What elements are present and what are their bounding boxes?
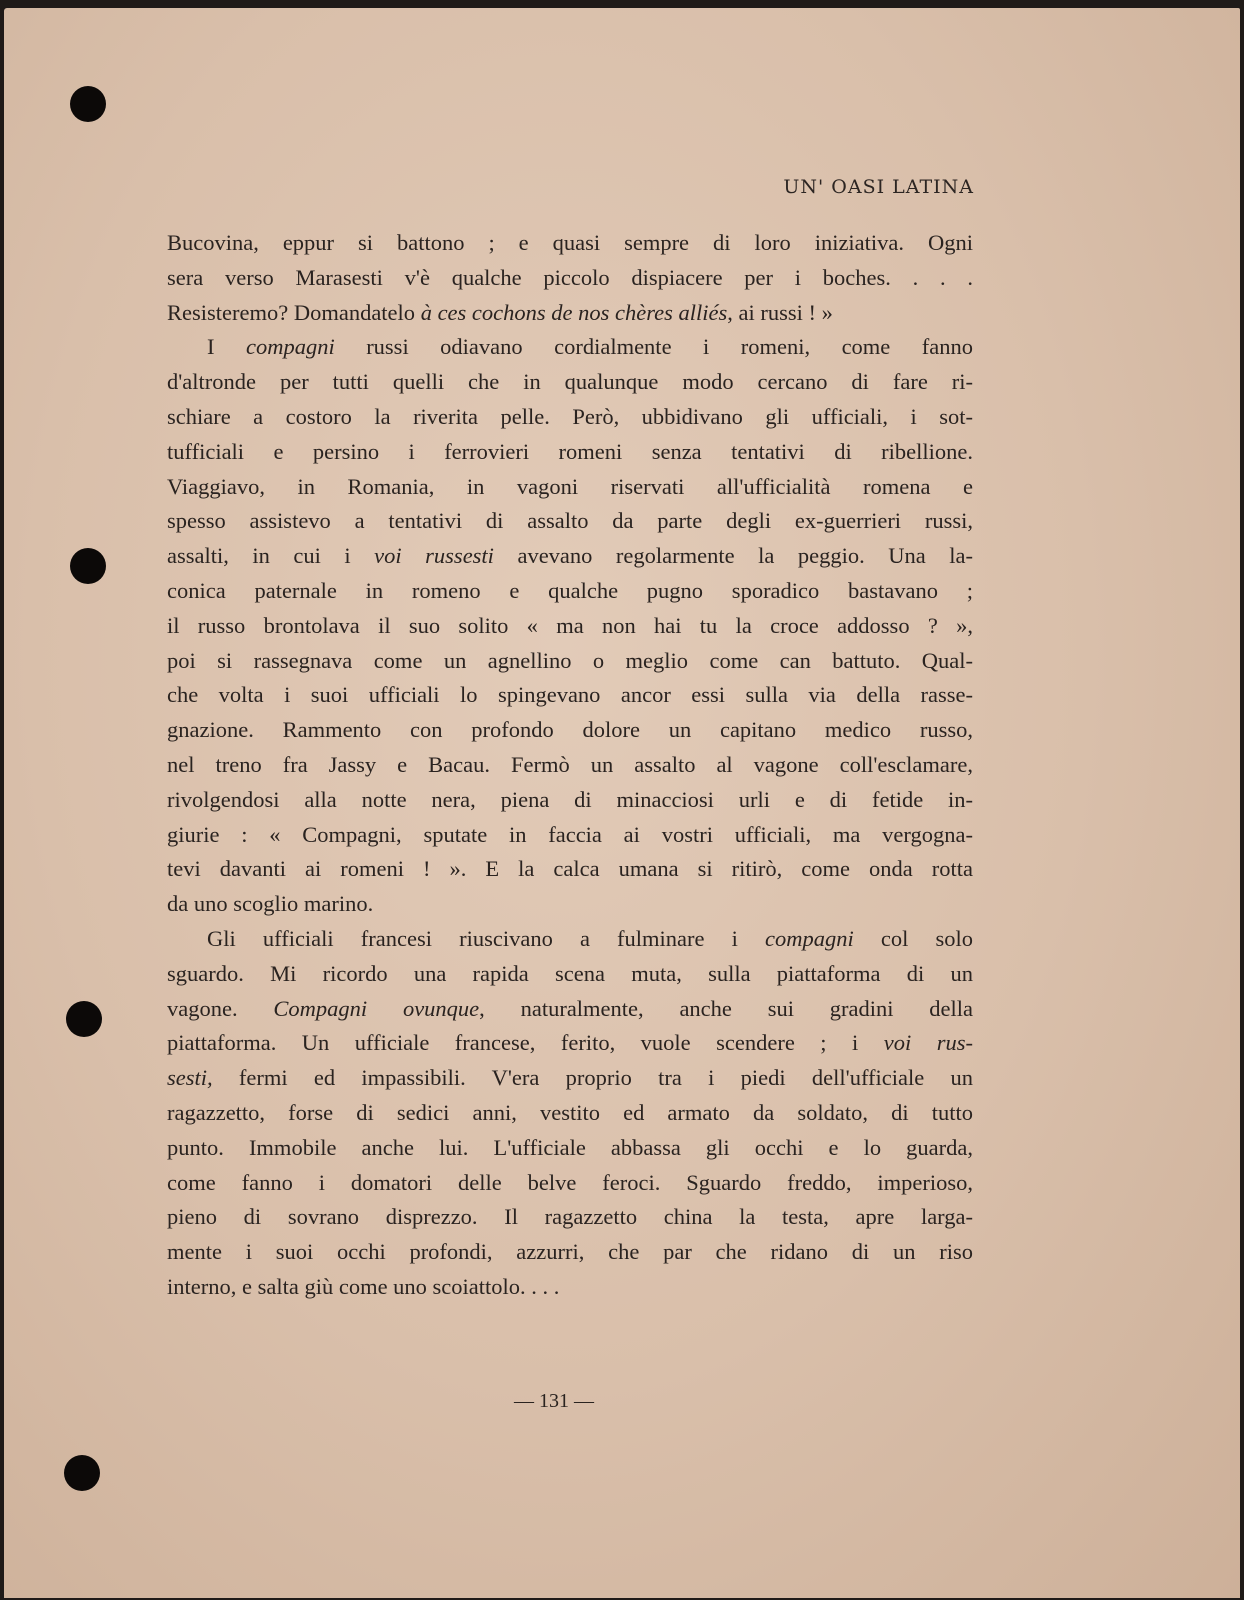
binder-hole	[70, 548, 106, 584]
text-line: Gli ufficiali francesi riuscivano a fulminare i compagni col solo	[207, 925, 973, 951]
running-head: UN' OASI LATINA	[783, 176, 974, 198]
text-line: sera verso Marasesti v'è qualche piccolo dispiacere per i boches. . . .	[167, 264, 973, 290]
text-line: conica paternale in romeno e qualche pugno sporadico bastavano ;	[167, 577, 973, 603]
text-line: poi si rassegnava come un agnellino o meglio come can battuto. Qual-	[167, 647, 973, 673]
text-line: giurie : « Compagni, sputate in faccia ai vostri ufficiali, ma vergogna-	[167, 821, 973, 847]
text-line: rivolgendosi alla notte nera, piena di minacciosi urli e di fetide in-	[167, 786, 973, 812]
text-line: che volta i suoi ufficiali lo spingevano ancor essi sulla via della rasse-	[167, 682, 973, 708]
text-line: mente i suoi occhi profondi, azzurri, che par che ridano di un riso	[167, 1239, 973, 1265]
text-line: tufficiali e persino i ferrovieri romeni senza tentativi di ribellione.	[167, 438, 973, 464]
text-line: vagone. Compagni ovunque, naturalmente, anche sui gradini della	[167, 995, 973, 1021]
book-page	[4, 8, 1240, 1598]
text-line: da uno scoglio marino.	[167, 891, 374, 917]
text-line: pieno di sovrano disprezzo. Il ragazzetto china la testa, apre larga-	[167, 1204, 973, 1230]
text-line: assalti, in cui i voi russesti avevano regolarmente la peggio. Una la-	[167, 543, 973, 569]
text-line: Viaggiavo, in Romania, in vagoni riservati all'ufficialità romena e	[167, 473, 973, 499]
text-line: ragazzetto, forse di sedici anni, vestito ed armato da soldato, di tutto	[167, 1099, 973, 1125]
text-line: d'altronde per tutti quelli che in qualunque modo cercano di fare ri-	[167, 369, 973, 395]
text-line: I compagni russi odiavano cordialmente i romeni, come fanno	[207, 334, 973, 360]
text-line: sesti, fermi ed impassibili. V'era proprio tra i piedi dell'ufficiale un	[167, 1065, 973, 1091]
text-line: come fanno i domatori delle belve feroci. Sguardo freddo, imperioso,	[167, 1169, 973, 1195]
binder-hole	[66, 1001, 102, 1037]
text-line: tevi davanti ai romeni ! ». E la calca umana si ritirò, come onda rotta	[167, 856, 973, 882]
text-line: spesso assistevo a tentativi di assalto da parte degli ex-guerrieri russi,	[167, 508, 973, 534]
text-line: il russo brontolava il suo solito « ma non hai tu la croce addosso ? »,	[167, 612, 973, 638]
text-line: Resisteremo? Domandatelo à ces cochons de nos chères alliés, ai russi ! »	[167, 299, 833, 325]
text-line: nel treno fra Jassy e Bacau. Fermò un assalto al vagone coll'esclamare,	[167, 751, 973, 777]
text-line: punto. Immobile anche lui. L'ufficiale abbassa gli occhi e lo guarda,	[167, 1134, 973, 1160]
text-line: schiare a costoro la riverita pelle. Però, ubbidivano gli ufficiali, i sot-	[167, 403, 973, 429]
binder-hole	[70, 86, 106, 122]
text-line: gnazione. Rammento con profondo dolore un capitano medico russo,	[167, 717, 973, 743]
page-number: — 131 —	[514, 1390, 594, 1412]
text-line: piattaforma. Un ufficiale francese, ferito, vuole scendere ; i voi rus-	[167, 1030, 974, 1056]
text-line: sguardo. Mi ricordo una rapida scena muta, sulla piattaforma di un	[167, 960, 973, 986]
binder-hole	[64, 1455, 100, 1491]
body-text	[167, 226, 973, 1305]
text-line: interno, e salta giù come uno scoiattolo. . . .	[167, 1273, 560, 1299]
text-line: Bucovina, eppur si battono ; e quasi sempre di loro iniziativa. Ogni	[167, 230, 973, 255]
